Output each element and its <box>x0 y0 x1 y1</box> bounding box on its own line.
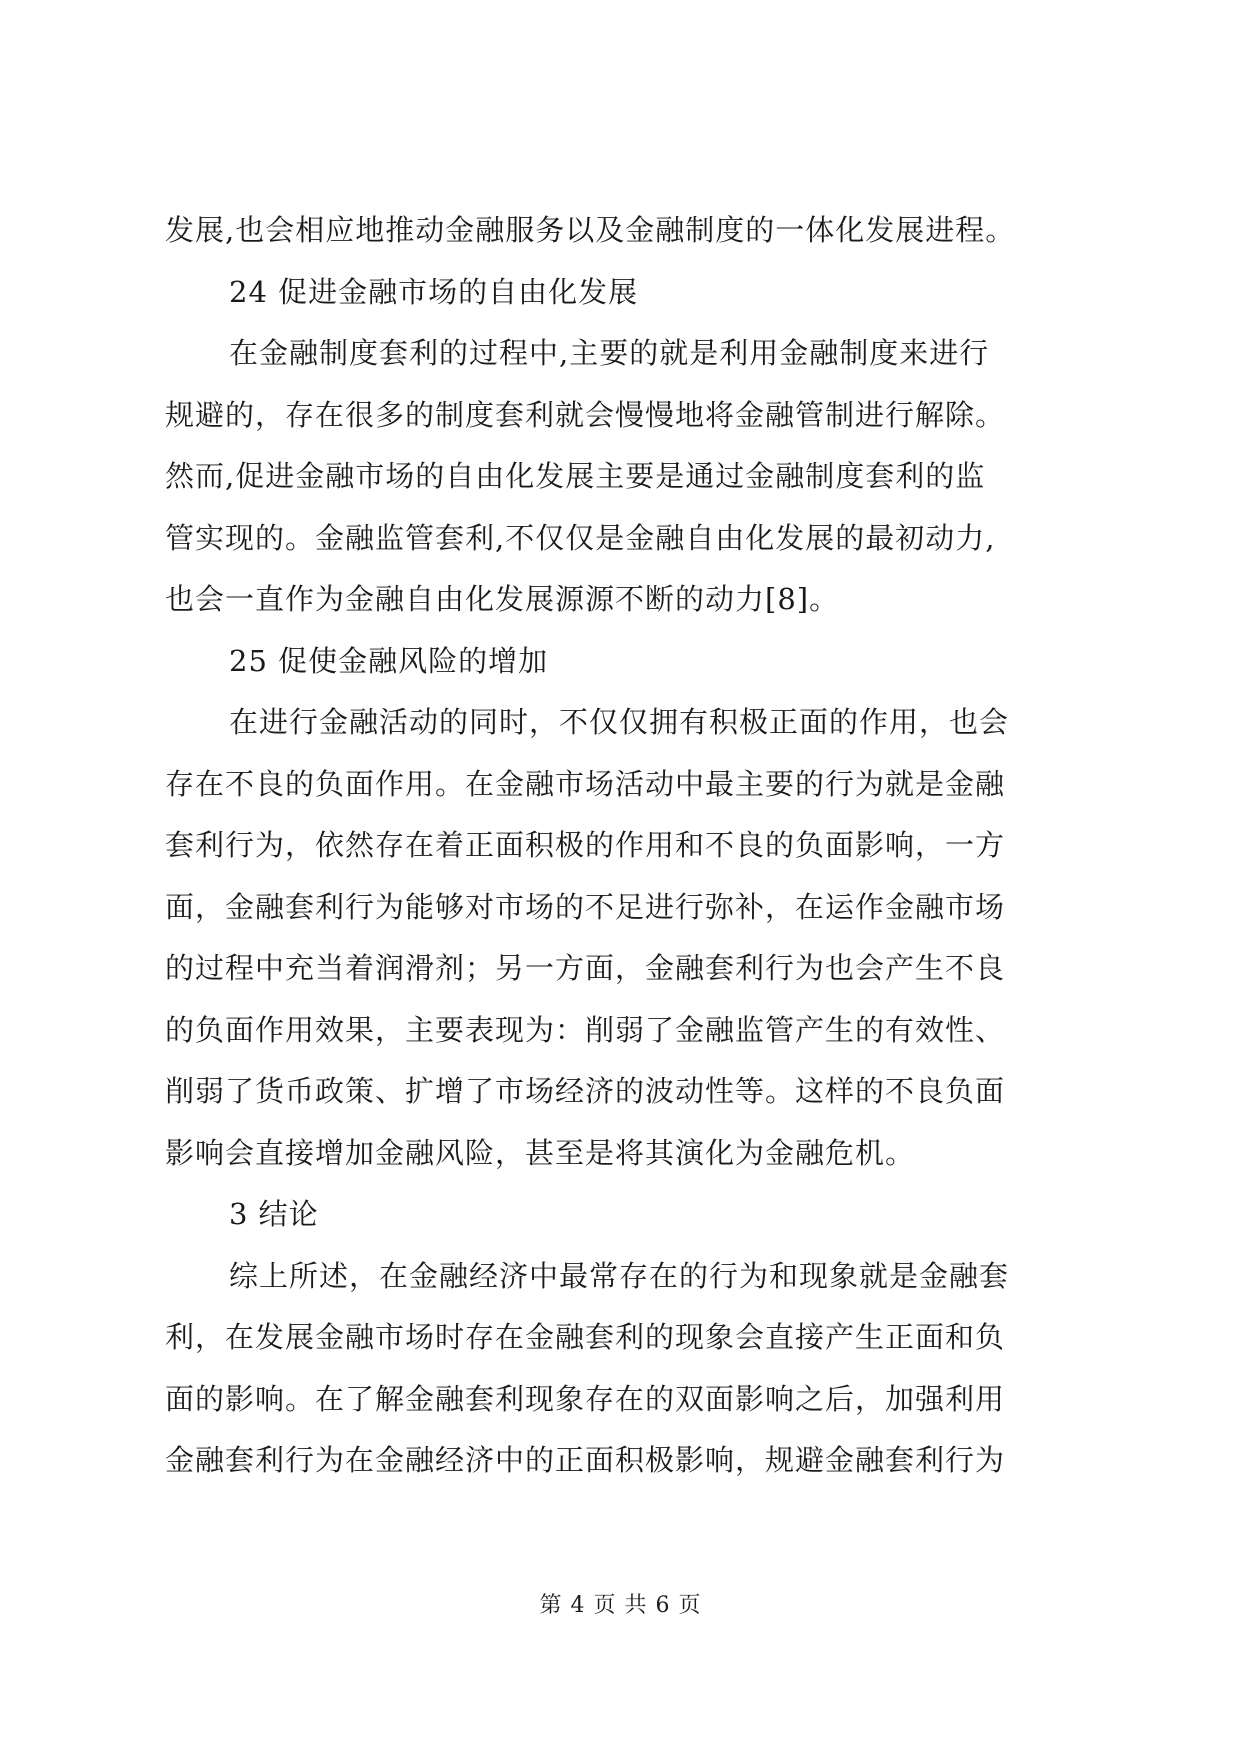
text-line: 影响会直接增加金融风险，甚至是将其演化为金融危机。 <box>165 1135 916 1170</box>
page-number-label: 第 4 页 共 6 页 <box>539 1593 702 1618</box>
text-line: 套利行为，依然存在着正面积极的作用和不良的负面影响，一方 <box>165 828 1006 862</box>
text-line: 存在不良的负面作用。在金融市场活动中最主要的行为就是金融 <box>165 766 1006 801</box>
text-line: 金融套利行为在金融经济中的正面积极影响，规避金融套利行为 <box>165 1443 1006 1477</box>
text-line: 面的影响。在了解金融套利现象存在的双面影响之后，加强利用 <box>165 1381 1006 1416</box>
section-heading-3: 3 结论 <box>229 1197 319 1231</box>
text-line: 规避的，存在很多的制度套利就会慢慢地将金融管制进行解除。 <box>165 397 1006 432</box>
paragraph-first-line: 在金融制度套利的过程中,主要的就是利用金融制度来进行 <box>229 336 990 370</box>
paragraph-first-line: 综上所述，在金融经济中最常存在的行为和现象就是金融套 <box>229 1258 1010 1293</box>
text-line: 发展,也会相应地推动金融服务以及金融制度的一体化发展进程。 <box>165 213 1016 247</box>
section-heading-2-4: 24 促进金融市场的自由化发展 <box>229 274 639 309</box>
text-line: 利，在发展金融市场时存在金融套利的现象会直接产生正面和负 <box>165 1320 1006 1354</box>
text-line: 削弱了货币政策、扩增了市场经济的波动性等。这样的不良负面 <box>165 1074 1006 1108</box>
text-line: 面，金融套利行为能够对市场的不足进行弥补，在运作金融市场 <box>165 889 1006 924</box>
text-line: 管实现的。金融监管套利,不仅仅是金融自由化发展的最初动力, <box>165 520 996 555</box>
section-heading-2-5: 25 促使金融风险的增加 <box>229 643 549 678</box>
text-line: 的负面作用效果，主要表现为：削弱了金融监管产生的有效性、 <box>165 1012 1006 1047</box>
page-footer <box>0 1588 1241 1619</box>
text-line: 的过程中充当着润滑剂；另一方面，金融套利行为也会产生不良 <box>165 951 1006 985</box>
text-line: 也会一直作为金融自由化发展源源不断的动力[8]。 <box>165 582 840 616</box>
body-text <box>165 200 1085 1492</box>
text-line: 然而,促进金融市场的自由化发展主要是通过金融制度套利的监 <box>165 459 986 493</box>
paragraph-first-line: 在进行金融活动的同时，不仅仅拥有积极正面的作用，也会 <box>229 705 1010 739</box>
